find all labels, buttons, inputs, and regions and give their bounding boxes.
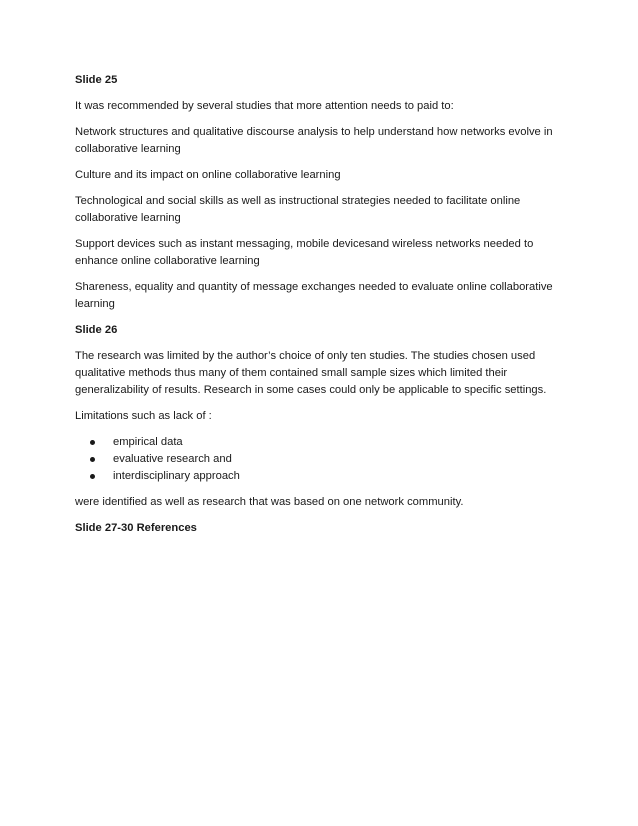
list-item-label: interdisciplinary approach [113,470,240,482]
bullet-icon [90,474,95,479]
slide-26-closing: were identified as well as research that was based on one network community. [75,496,464,508]
limitations-intro: Limitations such as lack of : [75,410,212,422]
list-item-label: evaluative research and [113,453,232,465]
list-item [90,451,570,468]
list-item-label: empirical data [113,436,183,448]
slide-25-paragraph: Culture and its impact on online collaborative learning [75,169,341,181]
slide-26-heading: Slide 26 [75,324,118,336]
slide-25-paragraph: Shareness, equality and quantity of message exchanges needed to evaluate online collaborative learning [75,281,553,310]
slide-25-heading: Slide 25 [75,74,118,86]
limitations-list [75,434,570,485]
slide-25-section [75,72,570,313]
list-item [90,468,570,485]
list-item [90,434,570,451]
slide-26-body: The research was limited by the author’s choice of only ten studies. The studies chosen used qualitative methods thus many of them contained small sample sizes which limited their generalizability of results. Research in some cases could only be applicable to specific settings. [75,350,547,396]
slide-25-intro: It was recommended by several studies that more attention needs to paid to: [75,100,454,112]
bullet-icon [90,457,95,462]
references-section [75,520,570,537]
document-page [75,72,570,546]
slide-25-paragraph: Technological and social skills as well as instructional strategies needed to facilitate online collaborative learning [75,195,521,224]
slide-25-paragraph: Support devices such as instant messaging, mobile devicesand wireless networks needed to enhance online collaborative learning [75,238,534,267]
slide-26-section [75,322,570,511]
slide-25-paragraph: Network structures and qualitative discourse analysis to help understand how networks evolve in collaborative learning [75,126,553,155]
references-heading: Slide 27-30 References [75,522,197,534]
bullet-icon [90,440,95,445]
